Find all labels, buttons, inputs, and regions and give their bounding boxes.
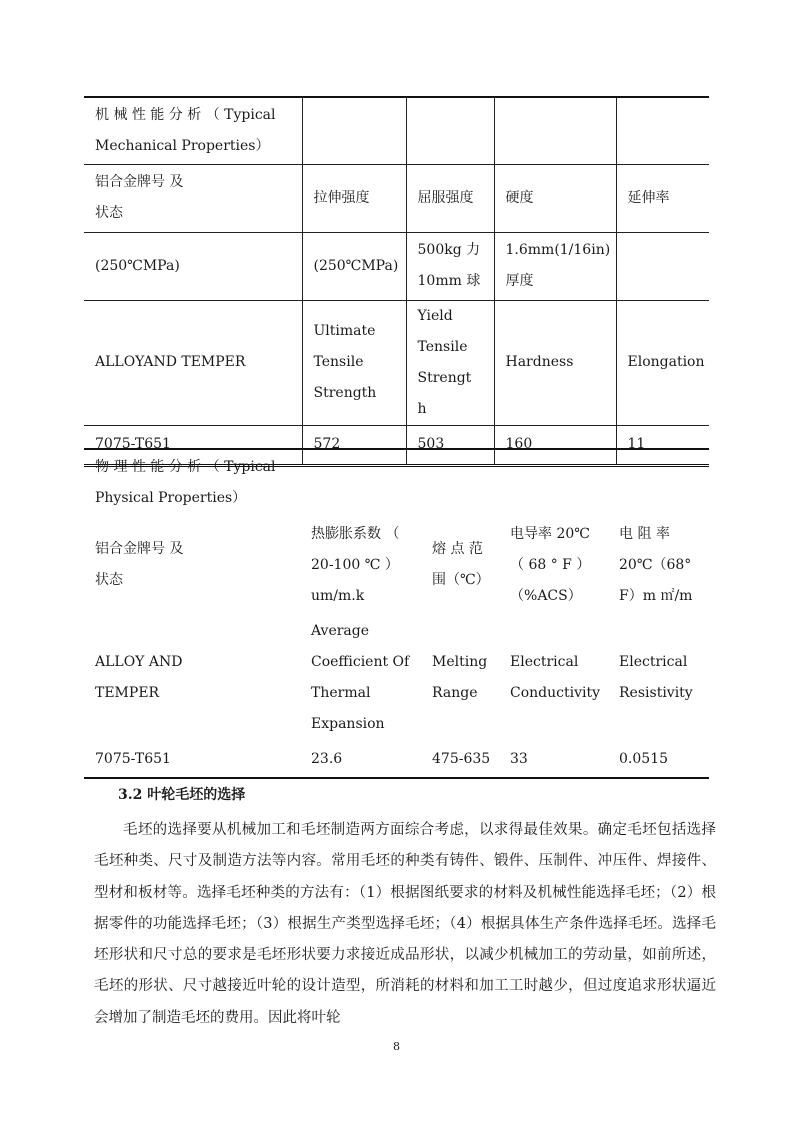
yield-unit: 500kg 力 10mm 球	[406, 232, 494, 300]
alloy-header-en: ALLOYAND TEMPER	[84, 300, 302, 425]
alloy-header-en: ALLOY AND TEMPER	[95, 654, 183, 701]
melting-header-en: Melting Range	[432, 654, 488, 701]
expansion-header-cn: 热膨胀系数 （ 20-100 ℃ ） um/m.k	[311, 525, 400, 604]
expansion-value: 23.6	[311, 750, 343, 767]
table-row	[84, 449, 709, 515]
melting-header-cn: 熔 点 范 围（℃）	[432, 541, 490, 588]
resistivity-value: 0.0515	[619, 750, 669, 767]
section-body	[94, 815, 716, 1034]
melting-value: 475-635	[432, 750, 491, 767]
table-row	[84, 615, 709, 741]
table-row	[84, 741, 709, 778]
table-row	[84, 97, 709, 164]
section-heading: 3.2 叶轮毛坯的选择	[118, 787, 246, 803]
physical-properties-table	[84, 448, 709, 779]
tensile-header-cn: 拉伸强度	[302, 164, 406, 232]
yield-header-en: Yield Tensile Strength	[406, 300, 494, 425]
expansion-header-en: Average Coefficient Of Thermal Expansion	[311, 623, 410, 732]
alloy-value: 7075-T651	[95, 750, 171, 767]
hardness-unit: 1.6mm(1/16in) 厚度	[494, 232, 616, 300]
hardness-value: 160	[494, 425, 616, 465]
mechanical-properties-table	[84, 96, 709, 467]
tensile-unit: (250℃MPa)	[302, 232, 406, 300]
elongation-value: 11	[616, 425, 709, 465]
table-row	[84, 515, 709, 615]
tensile-header-en: Ultimate Tensile Strength	[302, 300, 406, 425]
conductivity-header-en: Electrical Conductivity	[510, 654, 601, 701]
alloy-unit: (250℃MPa)	[84, 232, 302, 300]
hardness-header-cn: 硬度	[494, 164, 616, 232]
yield-header-cn: 屈服强度	[406, 164, 494, 232]
mechanical-section-title: 机 械 性 能 分 析 （ Typical Mechanical Properties）	[95, 106, 276, 154]
conductivity-header-cn: 电导率 20℃ （ 68 ° F ） （%ACS）	[510, 525, 591, 604]
resistivity-header-en: Electrical Resistivity	[619, 654, 693, 701]
tensile-value: 572	[302, 425, 406, 465]
elongation-header-en: Elongation	[616, 300, 709, 425]
page-number: 8	[393, 1040, 400, 1053]
resistivity-header-cn: 电 阻 率 20℃（68° F）m ㎡/m	[619, 525, 693, 604]
table-row	[84, 232, 709, 300]
alloy-header-cn: 铝合金牌号 及状态	[95, 541, 184, 588]
elongation-header-cn: 延伸率	[616, 164, 709, 232]
hardness-header-en: Hardness	[494, 300, 616, 425]
elongation-unit	[616, 232, 709, 300]
body-paragraph: 毛坯的选择要从机械加工和毛坯制造两方面综合考虑，以求得最佳效果。确定毛坯包括选择毛坯种类、尺寸及制造方法等内容。常用毛坯的种类有铸件、锻件、压制件、冲压件、焊接件、型材和板材等。选择毛坯种类的方法有：（1）根据图纸要求的材料及机械性能选择毛坯；（2）根据零件的功能选择毛坯；（3）根据生产类型选择毛坯；（4）根据具体生产条件选择毛坯。选择毛坯形状和尺寸总的要求是毛坯形状要力求接近成品形状，以减少机械加工的劳动量，如前所述，毛坯的形状、尺寸越接近叶轮的设计造型，所消耗的材料和加工工时越少，但过度追求形状逼近会增加了制造毛坯的费用。因此将叶轮	[94, 822, 716, 1026]
alloy-header-cn: 铝合金牌号 及状态	[84, 164, 302, 232]
table-row	[84, 300, 709, 425]
table-row	[84, 164, 709, 232]
conductivity-value: 33	[510, 750, 528, 767]
physical-section-title: 物 理 性 能 分 析 （ Typical Physical Properties）	[95, 458, 276, 506]
alloy-value: 7075-T651	[84, 425, 302, 465]
yield-value: 503	[406, 425, 494, 465]
